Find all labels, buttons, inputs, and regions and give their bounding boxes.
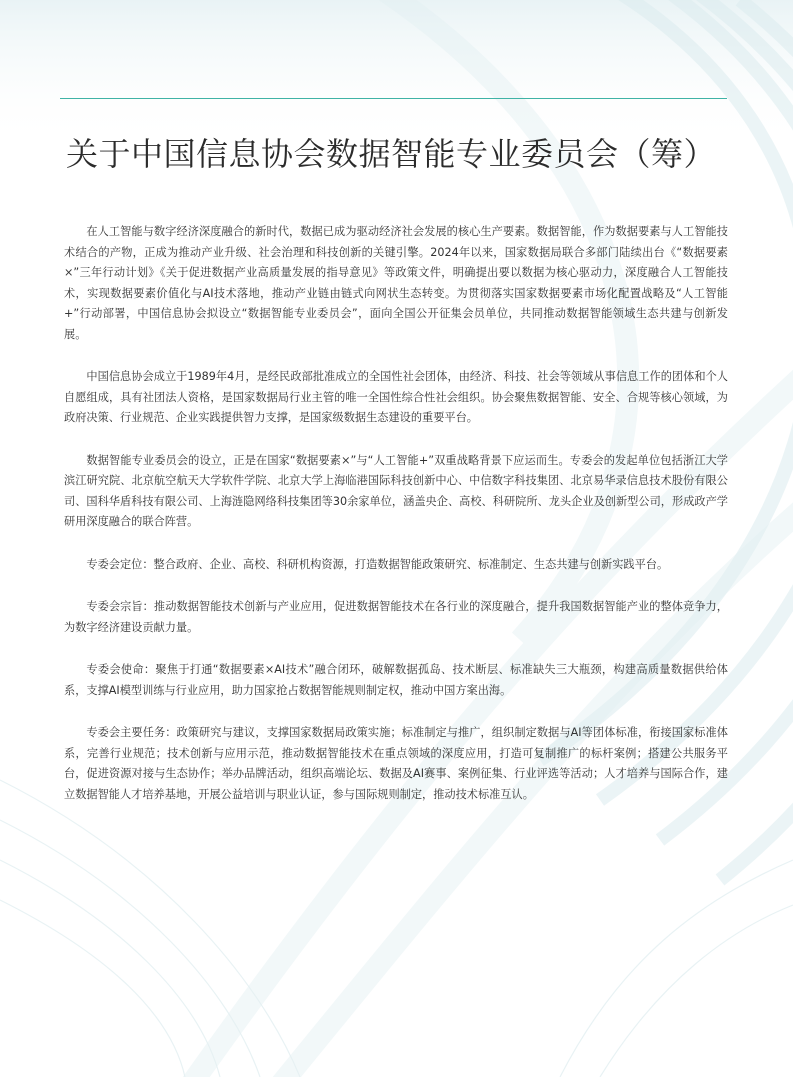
paragraph-positioning: 专委会定位：整合政府、企业、高校、科研机构资源，打造数据智能政策研究、标准制定、生态共建与创新实践平台。 [86,557,669,571]
paragraph-committee-founding: 数据智能专业委员会的设立，正是在国家“数据要素×”与“人工智能+”双重战略背景下应运而生。专委会的发起单位包括浙江大学滨江研究院、北京航空航天大学软件学院、北京大学上海临港国际科技创新中心、中信数字科技集团、北京易华录信息技术股份有限公司、国科华盾科技有限公司、上海涟隐网络科技集团等30余家单位，涵盖央企、高校、科研院所、龙头企业及创新型公司，形成政产学研用深度融合的联合阵营。 [64,453,728,528]
paragraph-background: 在人工智能与数字经济深度融合的新时代，数据已成为驱动经济社会发展的核心生产要素。数据智能，作为数据要素与人工智能技术结合的产物，正成为推动产业升级、社会治理和科技创新的关键引擎。2024年以来，国家数据局联合多部门陆续出台《“数据要素×”三年行动计划》《关于促进数据产业高质量发展的指导意见》等政策文件，明确提出要以数据为核心驱动力，深度融合人工智能技术，实现数据要素价值化与AI技术落地，推动产业链由链式向网状生态转变。为贯彻落实国家数据要素市场化配置战略及“人工智能+”行动部署，中国信息协会拟设立“数据智能专业委员会”，面向全国公开征集会员单位，共同推动数据智能领域生态共建与创新发展。 [64,225,728,341]
paragraph-purpose: 专委会宗旨：推动数据智能技术创新与产业应用，促进数据智能技术在各行业的深度融合，提升我国数据智能产业的整体竞争力，为数字经济建设贡献力量。 [64,600,728,634]
header-divider [60,98,727,99]
paragraph-association-intro: 中国信息协会成立于1989年4月，是经民政部批准成立的全国性社会团体，由经济、科技、社会等领域从事信息工作的团体和个人自愿组成，具有社团法人资格，是国家数据局行业主管的唯一全国性综合性社会组织。协会聚焦数据智能、安全、合规等核心领域，为政府决策、行业规范、企业实践提供智力支撑，是国家级数据生态建设的重要平台。 [64,370,728,424]
page-title: 关于中国信息协会数据智能专业委员会（筹） [66,135,717,173]
paragraph-main-tasks: 专委会主要任务：政策研究与建议，支撑国家数据局政策实施；标准制定与推广，组织制定数据与AI等团体标准，衔接国家标准体系，完善行业规范；技术创新与应用示范，推动数据智能技术在重点领域的深度应用，打造可复制推广的标杆案例；搭建公共服务平台，促进资源对接与生态协作；举办品牌活动，组织高端论坛、数据及AI赛事、案例征集、行业评选等活动；人才培养与国际合作，建立数据智能人才培养基地，开展公益培训与职业认证，参与国际规则制定，推动技术标准互认。 [64,726,728,801]
document-body [64,222,728,827]
paragraph-mission: 专委会使命：聚焦于打通“数据要素×AI技术”融合闭环，破解数据孤岛、技术断层、标准缺失三大瓶颈，构建高质量数据供给体系，支撑AI模型训练与行业应用，助力国家抢占数据智能规则制定权，推动中国方案出海。 [64,663,728,697]
